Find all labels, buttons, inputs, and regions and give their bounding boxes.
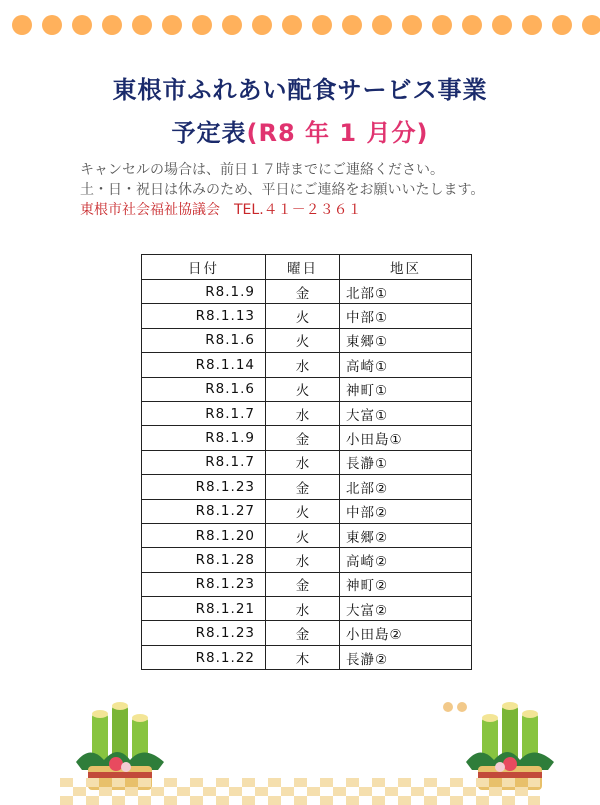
cell-day: 水	[266, 548, 340, 572]
cell-date: R8.1.7	[142, 450, 266, 474]
cell-area: 神町②	[340, 572, 472, 596]
table-row	[142, 645, 472, 669]
cell-day: 木	[266, 645, 340, 669]
checker-tile	[346, 796, 359, 805]
checker-tile	[190, 796, 203, 805]
checker-floor	[60, 778, 540, 805]
checker-tile	[463, 787, 476, 796]
dot-icon	[12, 15, 32, 35]
checker-tile	[398, 778, 411, 787]
checker-tile	[476, 778, 489, 787]
cell-area: 長瀞②	[340, 645, 472, 669]
header-date: 日付	[142, 255, 266, 280]
cell-day: 水	[266, 450, 340, 474]
checker-tile	[359, 787, 372, 796]
cell-date: R8.1.14	[142, 353, 266, 377]
checker-tile	[268, 778, 281, 787]
subtitle-main: 予定表	[171, 119, 247, 147]
cell-date: R8.1.27	[142, 499, 266, 523]
cell-day: 金	[266, 621, 340, 645]
checker-tile	[177, 787, 190, 796]
cell-date: R8.1.9	[142, 426, 266, 450]
subtitle-period: (R8 年 1 月分)	[246, 119, 429, 147]
checker-tile	[242, 778, 255, 787]
checker-tile	[138, 796, 151, 805]
checker-tile	[398, 796, 411, 805]
decoration-balls	[440, 700, 474, 714]
checker-tile	[476, 796, 489, 805]
checker-tile	[60, 778, 73, 787]
checker-tile	[164, 778, 177, 787]
cell-day: 金	[266, 572, 340, 596]
checker-tile	[99, 787, 112, 796]
checker-tile	[216, 796, 229, 805]
cell-day: 火	[266, 328, 340, 352]
cell-day: 火	[266, 499, 340, 523]
dot-icon	[132, 15, 152, 35]
checker-tile	[216, 778, 229, 787]
cell-area: 東郷①	[340, 328, 472, 352]
table-row	[142, 304, 472, 328]
checker-tile	[112, 778, 125, 787]
cell-area: 神町①	[340, 377, 472, 401]
table-row	[142, 475, 472, 499]
page-subtitle	[0, 113, 600, 148]
table-row	[142, 280, 472, 304]
page-title: 東根市ふれあい配食サービス事業	[112, 76, 488, 104]
checker-tile	[437, 787, 450, 796]
dot-icon	[342, 15, 362, 35]
cell-date: R8.1.7	[142, 401, 266, 425]
dot-icon	[462, 15, 482, 35]
dot-icon	[222, 15, 242, 35]
cell-area: 大富②	[340, 597, 472, 621]
table-row	[142, 499, 472, 523]
dot-icon	[522, 15, 542, 35]
checker-tile	[138, 778, 151, 787]
checker-tile	[515, 787, 528, 796]
checker-tile	[86, 796, 99, 805]
checker-tile	[502, 796, 515, 805]
checker-tile	[255, 787, 268, 796]
cell-date: R8.1.6	[142, 328, 266, 352]
checker-tile	[411, 787, 424, 796]
cell-date: R8.1.23	[142, 475, 266, 499]
checker-tile	[424, 778, 437, 787]
cell-day: 火	[266, 377, 340, 401]
cell-day: 火	[266, 304, 340, 328]
checker-tile	[320, 796, 333, 805]
checker-tile	[203, 787, 216, 796]
notice-holiday: 土・日・祝日は休みのため、平日にご連絡をお願いいたします。	[80, 182, 485, 198]
dot-icon	[582, 15, 600, 35]
cell-area: 大富①	[340, 401, 472, 425]
checker-tile	[151, 787, 164, 796]
cell-area: 東郷②	[340, 523, 472, 547]
cell-date: R8.1.28	[142, 548, 266, 572]
cell-date: R8.1.9	[142, 280, 266, 304]
table-row	[142, 328, 472, 352]
cell-day: 火	[266, 523, 340, 547]
checker-tile	[528, 778, 540, 787]
checker-tile	[450, 778, 463, 787]
notice-block	[80, 160, 484, 220]
cell-area: 高崎①	[340, 353, 472, 377]
checker-tile	[190, 778, 203, 787]
dot-icon	[162, 15, 182, 35]
cell-day: 金	[266, 475, 340, 499]
table-row	[142, 572, 472, 596]
checker-tile	[229, 787, 242, 796]
checker-tile	[450, 796, 463, 805]
dot-icon	[282, 15, 302, 35]
dot-icon	[252, 15, 272, 35]
checker-tile	[528, 796, 540, 805]
cell-day: 金	[266, 280, 340, 304]
dot-icon	[402, 15, 422, 35]
table-row	[142, 426, 472, 450]
dot-icon	[432, 15, 452, 35]
checker-tile	[333, 787, 346, 796]
table-row	[142, 353, 472, 377]
cell-area: 小田島①	[340, 426, 472, 450]
cell-area: 北部①	[340, 280, 472, 304]
table-row	[142, 597, 472, 621]
checker-tile	[307, 787, 320, 796]
dot-border	[0, 14, 600, 36]
dot-icon	[312, 15, 332, 35]
cell-area: 中部①	[340, 304, 472, 328]
notice-contact: 東根市社会福祉協議会 TEL.４１－２３６１	[80, 202, 362, 218]
cell-date: R8.1.22	[142, 645, 266, 669]
checker-tile	[112, 796, 125, 805]
dot-icon	[102, 15, 122, 35]
checker-tile	[60, 796, 73, 805]
cell-area: 長瀞①	[340, 450, 472, 474]
cell-date: R8.1.23	[142, 621, 266, 645]
cell-area: 北部②	[340, 475, 472, 499]
notice-cancel: キャンセルの場合は、前日１７時までにご連絡ください。	[80, 162, 444, 178]
checker-tile	[73, 787, 86, 796]
checker-tile	[320, 778, 333, 787]
cell-day: 水	[266, 353, 340, 377]
checker-tile	[385, 787, 398, 796]
cell-date: R8.1.6	[142, 377, 266, 401]
cell-day: 水	[266, 401, 340, 425]
checker-tile	[294, 796, 307, 805]
checker-tile	[242, 796, 255, 805]
table-row	[142, 548, 472, 572]
checker-tile	[86, 778, 99, 787]
checker-tile	[125, 787, 138, 796]
checker-tile	[372, 796, 385, 805]
dot-icon	[492, 15, 512, 35]
cell-day: 金	[266, 426, 340, 450]
table-row	[142, 621, 472, 645]
checker-tile	[268, 796, 281, 805]
checker-tile	[502, 778, 515, 787]
checker-tile	[372, 778, 385, 787]
dot-icon	[72, 15, 92, 35]
cell-date: R8.1.20	[142, 523, 266, 547]
checker-tile	[424, 796, 437, 805]
table-row	[142, 450, 472, 474]
checker-tile	[346, 778, 359, 787]
checker-tile	[281, 787, 294, 796]
table-row	[142, 401, 472, 425]
header-day: 曜日	[266, 255, 340, 280]
cell-date: R8.1.23	[142, 572, 266, 596]
cell-day: 水	[266, 597, 340, 621]
cell-area: 小田島②	[340, 621, 472, 645]
checker-tile	[489, 787, 502, 796]
cell-date: R8.1.13	[142, 304, 266, 328]
dot-icon	[192, 15, 212, 35]
checker-tile	[294, 778, 307, 787]
table-row	[142, 523, 472, 547]
header-area: 地区	[340, 255, 472, 280]
table-row	[142, 377, 472, 401]
schedule-table	[141, 254, 472, 670]
cell-area: 高崎②	[340, 548, 472, 572]
cell-area: 中部②	[340, 499, 472, 523]
dot-icon	[42, 15, 62, 35]
checker-tile	[164, 796, 177, 805]
dot-icon	[552, 15, 572, 35]
dot-icon	[372, 15, 392, 35]
table-header-row	[142, 255, 472, 280]
cell-date: R8.1.21	[142, 597, 266, 621]
